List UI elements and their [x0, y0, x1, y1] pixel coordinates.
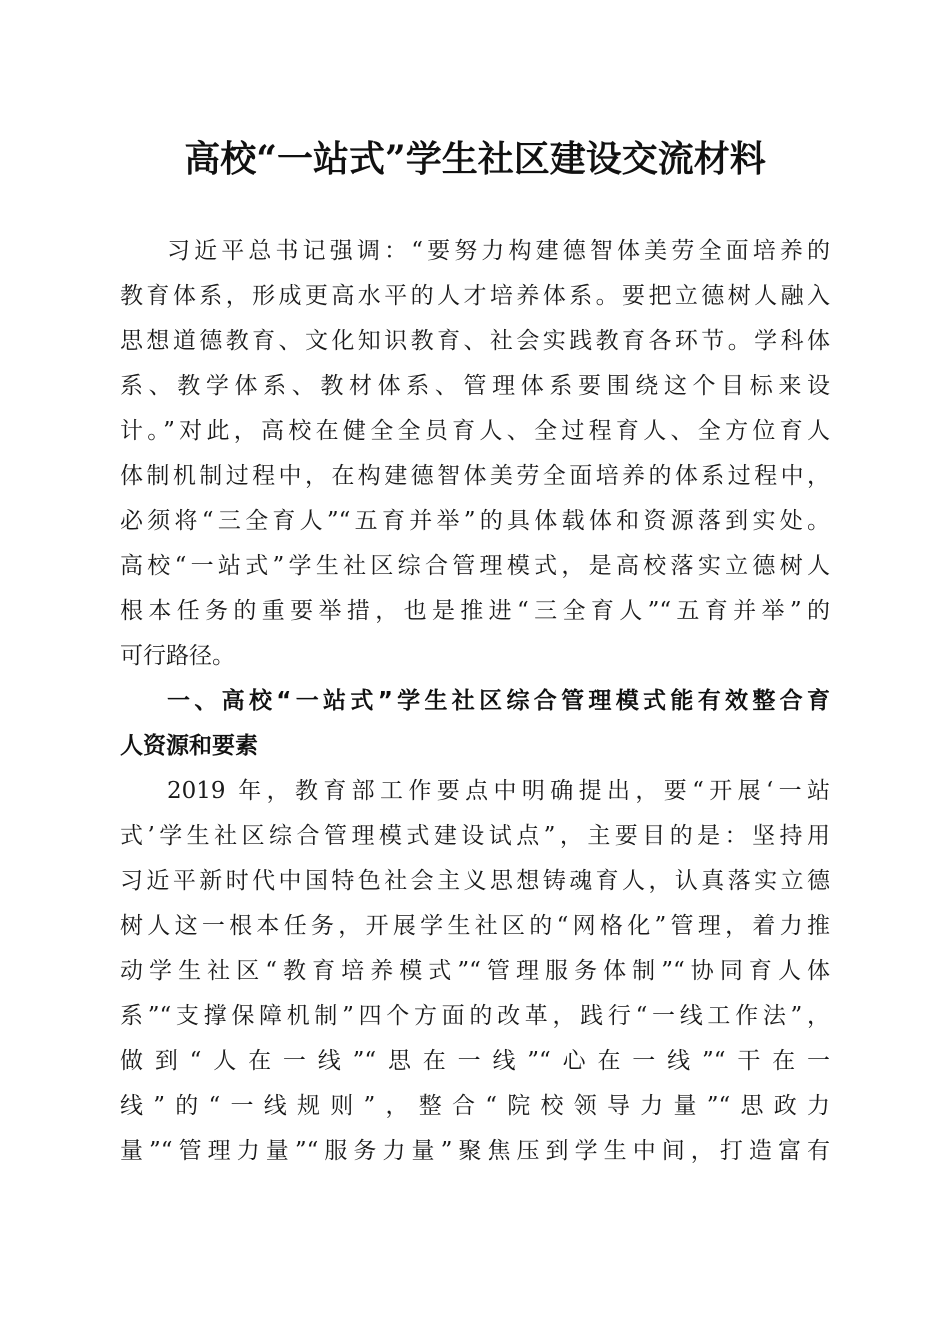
paragraph-line: 系、教学体系、教材体系、管理体系要围绕这个目标来设	[120, 373, 830, 399]
paragraph-line: 根本任务的重要举措，也是推进“三全育人”“五育并举”的	[120, 598, 830, 624]
paragraph-line: 习近平新时代中国特色社会主义思想铸魂育人，认真落实立德	[120, 868, 830, 894]
paragraph-line: 系”“支撑保障机制”四个方面的改革，践行“一线工作法”，	[120, 1003, 830, 1029]
document-title: 高校“一站式”学生社区建设交流材料	[184, 138, 766, 180]
paragraph-line: 2019 年，教育部工作要点中明确提出，要“开展‘一站	[167, 778, 830, 804]
paragraph-line: 教育体系，形成更高水平的人才培养体系。要把立德树人融入	[120, 283, 830, 309]
paragraph-line: 高校“一站式”学生社区综合管理模式，是高校落实立德树人	[120, 553, 830, 579]
section-heading: 人资源和要素	[120, 733, 258, 759]
paragraph-line: 线”的“一线规则”，整合“院校领导力量”“思政力	[120, 1093, 830, 1119]
paragraph-line: 树人这一根本任务，开展学生社区的“网格化”管理，着力推	[120, 913, 830, 939]
paragraph-line: 习近平总书记强调：“要努力构建德智体美劳全面培养的	[167, 238, 830, 264]
paragraph-line: 必须将“三全育人”“五育并举”的具体载体和资源落到实处。	[120, 508, 830, 534]
paragraph-line: 式’学生社区综合管理模式建设试点”，主要目的是：坚持用	[120, 823, 830, 849]
paragraph-line: 做到“人在一线”“思在一线”“心在一线”“干在一	[120, 1048, 830, 1074]
paragraph-line: 量”“管理力量”“服务力量”聚焦压到学生中间，打造富有	[120, 1138, 830, 1164]
paragraph-line: 可行路径。	[120, 643, 235, 669]
section-heading: 一、高校“一站式”学生社区综合管理模式能有效整合育	[167, 688, 830, 714]
paragraph-line: 思想道德教育、文化知识教育、社会实践教育各环节。学科体	[120, 328, 830, 354]
paragraph-line: 体制机制过程中，在构建德智体美劳全面培养的体系过程中，	[120, 463, 830, 489]
paragraph-line: 动学生社区“教育培养模式”“管理服务体制”“协同育人体	[120, 958, 830, 984]
paragraph-line: 计。”对此，高校在健全全员育人、全过程育人、全方位育人	[120, 418, 830, 444]
